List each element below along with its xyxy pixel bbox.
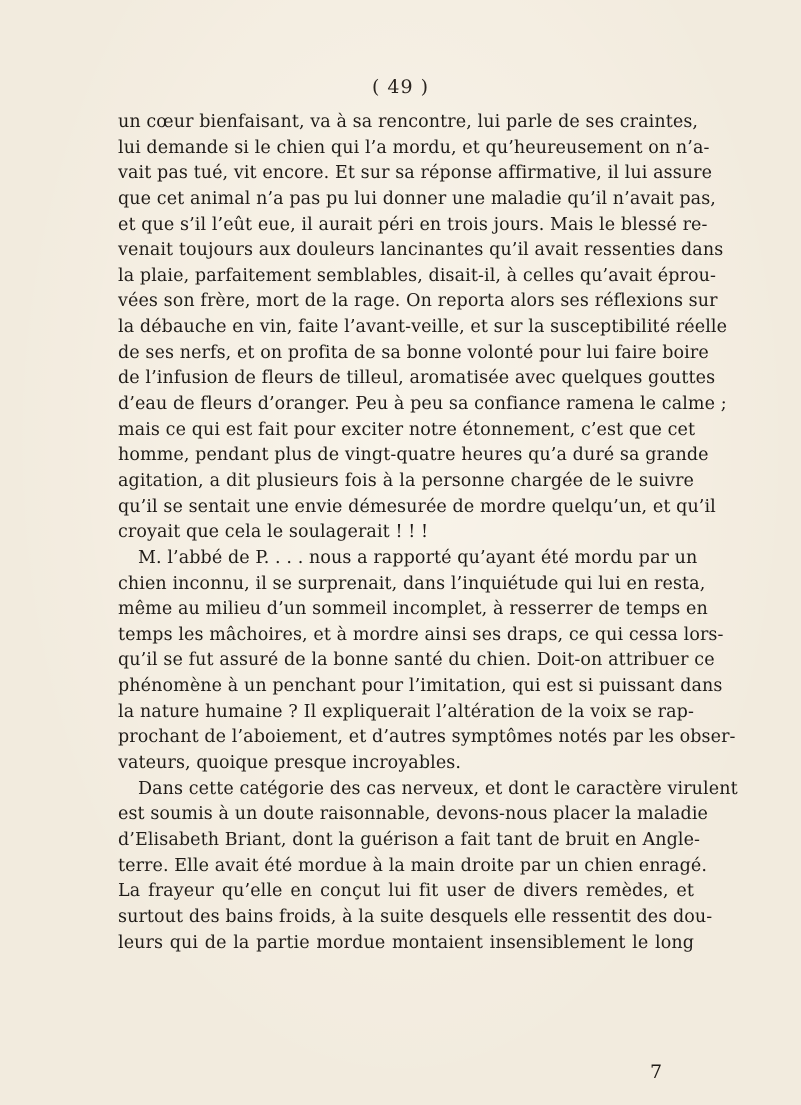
text-line: leurs qui de la partie mordue montaient insensiblement le long [118, 932, 694, 953]
text-line: agitation, a dit plusieurs fois à la personne chargée de le suivre [118, 470, 694, 491]
text-line: venait toujours aux douleurs lancinantes qu’il avait ressenties dans [118, 240, 724, 261]
text-line: même au milieu d’un sommeil incomplet, à resserrer de temps en [118, 599, 708, 620]
paragraph-end-line: vateurs, quoique presque incroyables. [118, 753, 462, 774]
paragraph-end-line: croyait que cela le soulagerait ! ! ! [118, 522, 429, 543]
text-line: lui demande si le chien qui l’a mordu, et qu’heureusement on n’a- [118, 137, 710, 158]
text-line: temps les mâchoires, et à mordre ainsi ses draps, ce qui cessa lors- [118, 624, 724, 645]
text-line: chien inconnu, il se surprenait, dans l’inquiétude qui lui en resta, [118, 573, 706, 594]
text-line: prochant de l’aboiement, et d’autres symptômes notés par les obser- [118, 727, 736, 748]
text-line: d’eau de fleurs d’oranger. Peu à peu sa confiance ramena le calme ; [118, 394, 727, 415]
text-line: phénomène à un penchant pour l’imitation, qui est si puissant dans [118, 676, 723, 697]
signature-mark: 7 [650, 1061, 663, 1083]
text-line: mais ce qui est fait pour exciter notre étonnement, c’est que cet [118, 419, 696, 440]
text-line: qu’il se fut assuré de la bonne santé du chien. Doit-on attribuer ce [118, 650, 715, 671]
text-line: vait pas tué, vit encore. Et sur sa réponse affirmative, il lui assure [118, 163, 713, 184]
text-line: homme, pendant plus de vingt-quatre heures qu’a duré sa grande [118, 445, 709, 466]
text-line: la plaie, parfaitement semblables, disait-il, à celles qu’avait éprou- [118, 265, 716, 286]
text-line: que cet animal n’a pas pu lui donner une maladie qu’il n’avait pas, [118, 188, 716, 209]
text-line: un cœur bienfaisant, va à sa rencontre, lui parle de ses craintes, [118, 112, 699, 132]
page-number: ( 49 ) [371, 76, 430, 98]
text-line: La frayeur qu’elle en conçut lui fit user de divers remèdes, et [118, 881, 694, 902]
paragraph-start-line: M. l’abbé de P. . . . nous a rapporté qu’ayant été mordu par un [138, 547, 698, 568]
body-text [118, 110, 738, 956]
text-line: d’Elisabeth Briant, dont la guérison a fait tant de bruit en Angle- [118, 829, 701, 850]
text-line: et que s’il l’eût eue, il aurait péri en trois jours. Mais le blessé re- [118, 214, 708, 235]
text-line: qu’il se sentait une envie démesurée de mordre quelqu’un, et qu’il [118, 496, 716, 517]
text-line: terre. Elle avait été mordue à la main droite par un chien enragé. [118, 855, 708, 876]
text-line: est soumis à un doute raisonnable, devons-nous placer la maladie [118, 804, 708, 825]
paragraph-start-line: Dans cette catégorie des cas nerveux, et dont le caractère virulent [138, 778, 738, 799]
text-line: surtout des bains froids, à la suite desquels elle ressentit des dou- [118, 906, 713, 927]
text-line: la nature humaine ? Il expliquerait l’altération de la voix se rap- [118, 701, 694, 722]
text-line: de ses nerfs, et on profita de sa bonne volonté pour lui faire boire [118, 342, 709, 363]
text-line: de l’infusion de fleurs de tilleul, aromatisée avec quelques gouttes [118, 368, 716, 389]
text-line: vées son frère, mort de la rage. On reporta alors ses réflexions sur [118, 291, 718, 312]
text-line: la débauche en vin, faite l’avant-veille, et sur la susceptibilité réelle [118, 317, 728, 338]
